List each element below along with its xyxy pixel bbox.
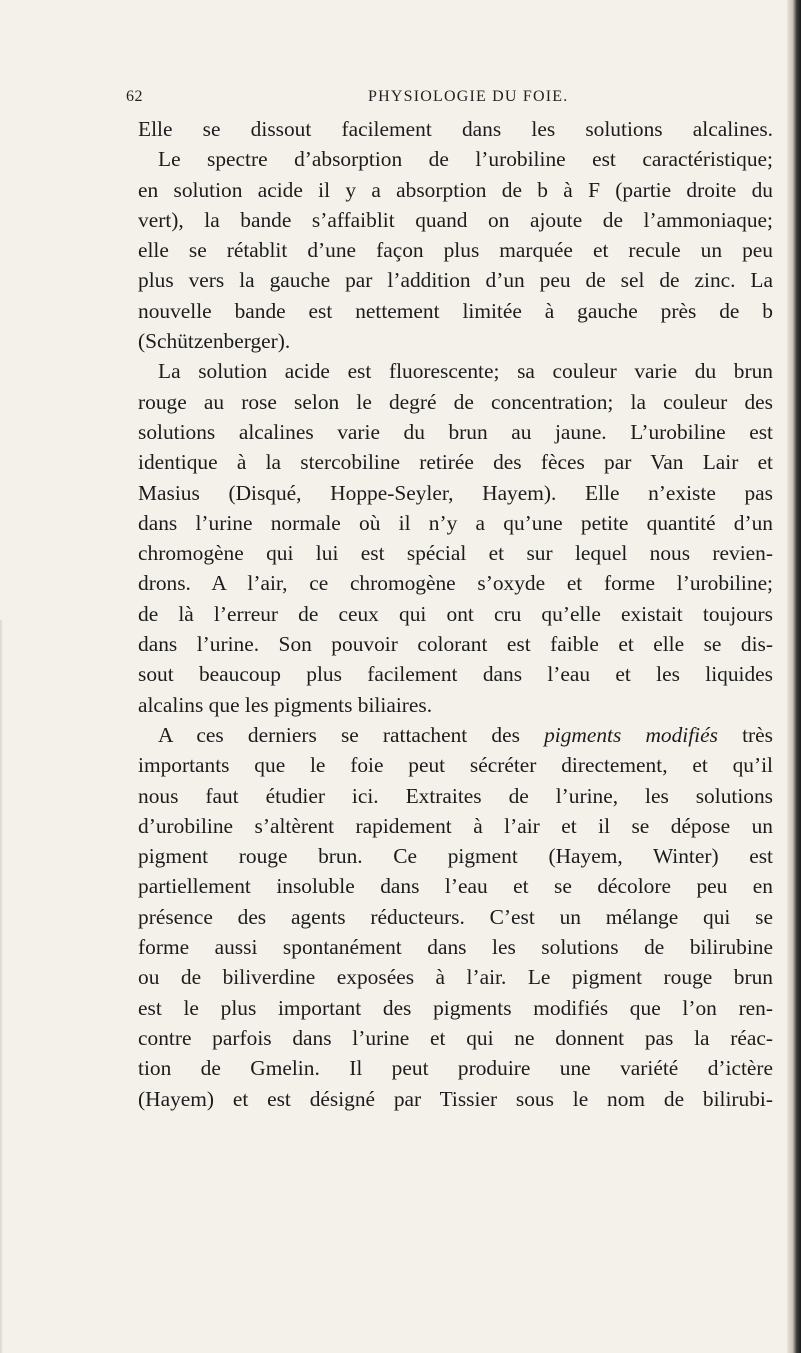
text-line: vert), la bande s’affaiblit quand on ajoute de l’ammoniaque;: [138, 207, 773, 232]
text-line: contre parfois dans l’urine et qui ne donnent pas la réac-: [138, 1025, 773, 1050]
text-line: sout beaucoup plus facilement dans l’eau et les liquides: [138, 662, 773, 687]
text-line: partiellement insoluble dans l’eau et se décolore peu en: [138, 874, 773, 899]
text-line: drons. A l’air, ce chromogène s’oxyde et forme l’urobiline;: [138, 571, 773, 596]
running-header: [126, 88, 766, 112]
text-line: Masius (Disqué, Hoppe-Seyler, Hayem). Elle n’existe pas: [138, 480, 773, 505]
text-line: tion de Gmelin. Il peut produire une variété d’ictère: [138, 1056, 773, 1081]
text-line: La solution acide est fluorescente; sa couleur varie du brun: [158, 359, 773, 384]
text-line: nous faut étudier ici. Extraites de l’urine, les solutions: [138, 783, 773, 808]
text-line: est le plus important des pigments modifiés que l’on ren-: [138, 995, 773, 1020]
text-line: Elle se dissout facilement dans les solutions alcalines.: [138, 117, 773, 141]
text-line: chromogène qui lui est spécial et sur lequel nous revien-: [138, 541, 773, 566]
text-line: forme aussi spontanément dans les solutions de bilirubine: [138, 935, 773, 960]
text-line: elle se rétablit d’une façon plus marquée et recule un peu: [138, 238, 773, 263]
page-binding-edge: [787, 0, 801, 1353]
page-left-shadow: [0, 620, 3, 1353]
text-line: ou de biliverdine exposées à l’air. Le pigment rouge brun: [138, 965, 773, 990]
text-line: plus vers la gauche par l’addition d’un peu de sel de zinc. La: [138, 268, 773, 293]
text-line: (Hayem) et est désigné par Tissier sous le nom de bilirubi-: [138, 1086, 773, 1111]
text-line: importants que le foie peut sécréter directement, et qu’il: [138, 753, 773, 778]
running-title: PHYSIOLOGIE DU FOIE.: [368, 88, 569, 105]
text-line: de là l’erreur de ceux qui ont cru qu’elle existait toujours: [138, 601, 773, 626]
text-line: pigment rouge brun. Ce pigment (Hayem, Winter) est: [138, 844, 773, 869]
text-line: Le spectre d’absorption de l’urobiline est caractéristique;: [158, 147, 773, 172]
text-line: dans l’urine. Son pouvoir colorant est faible et elle se dis-: [138, 632, 773, 657]
text-line: A ces derniers se rattachent des pigments modifiés très: [158, 722, 773, 747]
body-text: [138, 114, 773, 1114]
page-number: 62: [126, 88, 143, 105]
text-line: nouvelle bande est nettement limitée à gauche près de b: [138, 298, 773, 323]
text-line: d’urobiline s’altèrent rapidement à l’air et il se dépose un: [138, 813, 773, 838]
text-line: en solution acide il y a absorption de b à F (partie droite du: [138, 177, 773, 202]
text-line: présence des agents réducteurs. C’est un mélange qui se: [138, 904, 773, 929]
text-line: alcalins que les pigments biliaires.: [138, 692, 433, 717]
text-line: (Schützenberger).: [138, 329, 291, 354]
text-line: solutions alcalines varie du brun au jaune. L’urobiline est: [138, 419, 773, 444]
text-line: rouge au rose selon le degré de concentration; la couleur des: [138, 389, 773, 414]
text-line: identique à la stercobiline retirée des fèces par Van Lair et: [138, 450, 773, 475]
text-line: dans l’urine normale où il n’y a qu’une petite quantité d’un: [138, 510, 773, 535]
italic-term: pigments modifiés: [544, 722, 718, 747]
